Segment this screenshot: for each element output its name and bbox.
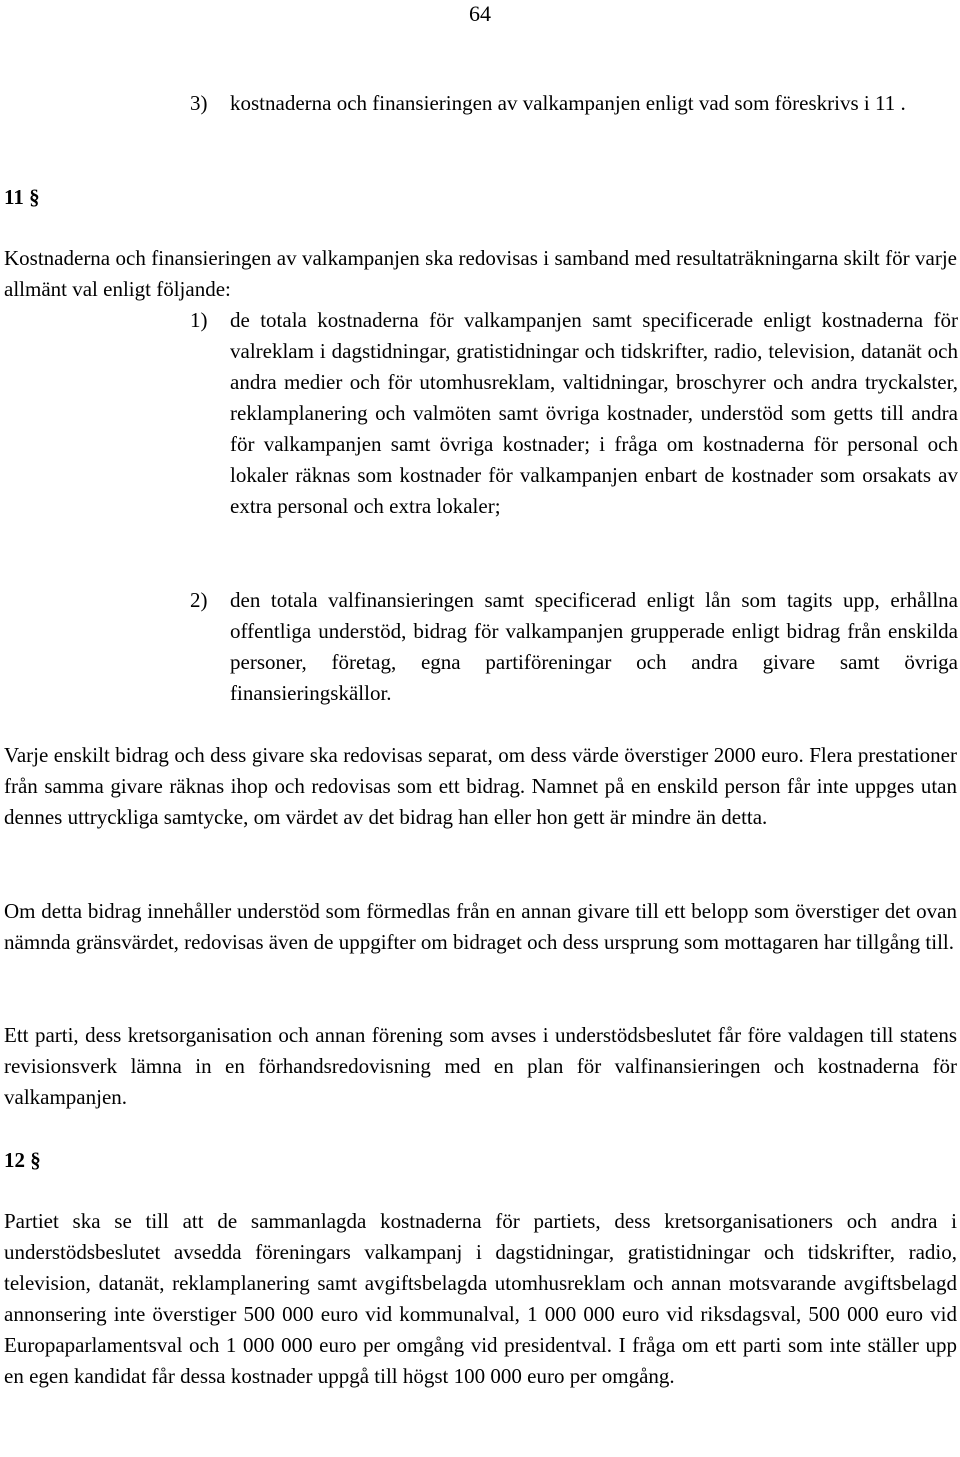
list-item-3 [190,88,958,119]
list-item-text: kostnaderna och finansieringen av valkampanjen enligt vad som föreskrivs i 11 . [230,91,906,115]
list-item-number: 3) [190,91,208,115]
paragraph: Om detta bidrag innehåller understöd som förmedlas från en annan givare till ett belopp som överstiger det ovan nämnda gränsvärdet, redovisas även de uppgifter om bidraget och dess ursprung som mottagaren har tillgång till. [4,899,957,954]
list-item-number: 2) [190,588,208,612]
list-item-text: den totala valfinansieringen samt specificerad enligt lån som tagits upp, erhållna offentliga understöd, bidrag för valkampanjen grupperade enligt bidrag från enskilda personer, företag, egna partiföreningar och andra givare samt övriga finansieringskällor. [230,588,958,705]
list-item-text: de totala kostnaderna för valkampanjen samt specificerade enligt kostnaderna för valreklam i dagstidningar, gratistidningar och tidskrifter, radio, television, datanät och andra medier och för utomhusreklam, valtidningar, broschyrer och andra tryckalster, reklamplanering och valmöten samt övriga kostnader, understöd som getts till andra för valkampanjen samt övriga kostnader; i fråga om kostnaderna för personal och lokaler räknas som kostnader för valkampanjen enbart de kostnader som orsakats av extra personal och extra lokaler; [230,308,958,518]
paragraph: Varje enskilt bidrag och dess givare ska redovisas separat, om dess värde överstiger 2000 euro. Flera prestationer från samma givare räknas ihop och redovisas som ett bidrag. Namnet på en enskild person får inte uppges utan dennes uttryckliga samtycke, om värdet av det bidrag han eller hon gett är mindre än detta. [4,743,957,829]
paragraph: Kostnaderna och finansieringen av valkampanjen ska redovisas i samband med resultaträkningarna skilt för varje allmänt val enligt följande: [4,246,957,301]
list-item-1 [190,305,958,522]
section-heading-11: 11 § [4,185,40,209]
list-item-2 [190,585,958,709]
section-heading-12: 12 § [4,1148,41,1172]
list-item-number: 1) [190,308,208,332]
page-number: 64 [469,1,491,26]
paragraph: Ett parti, dess kretsorganisation och annan förening som avses i understödsbeslutet får före valdagen till statens revisionsverk lämna in en förhandsredovisning med en plan för valfinansieringen och kostnaderna för valkampanjen. [4,1023,957,1109]
paragraph: Partiet ska se till att de sammanlagda kostnaderna för partiets, dess kretsorganisationers och andra i understödsbeslutet avsedda föreningars valkampanj i dagstidningar, gratistidningar och tidskrifter, radio, television, datanät, reklamplanering samt avgiftsbelagda utomhusreklam och annan motsvarande avgiftsbelagd annonsering inte överstiger 500 000 euro vid kommunalval, 1 000 000 euro vid riksdagsval, 500 000 euro vid Europaparlamentsval och 1 000 000 euro per omgång vid presidentval. I fråga om ett parti som inte ställer upp en egen kandidat får dessa kostnader uppgå till högst 100 000 euro per omgång. [4,1209,957,1388]
